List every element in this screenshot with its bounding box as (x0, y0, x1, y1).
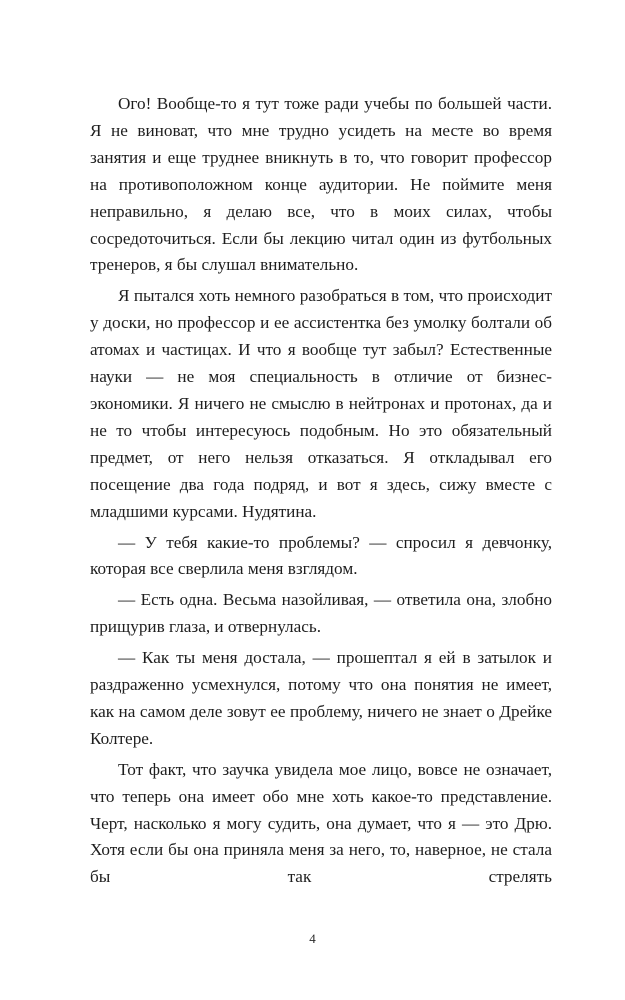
dialogue-line-3: — Как ты меня достала, — прошептал я ей в затылок и раздраженно усмехнулся, потому что она понятия не имеет, как на самом деле зовут ее проблему, ничего не знает о Дрейке Колтере. (90, 648, 552, 748)
page-number: 4 (309, 931, 316, 946)
paragraph-6: Тот факт, что заучка увидела мое лицо, вовсе не означает, что теперь она имеет обо мне хоть какое-то представление. Черт, насколько я могу судить, она думает, что я — это Дрю. Хотя если бы она приняла меня за него, то, наверное, не стала бы так стрелять (90, 759, 552, 887)
body-text (90, 91, 552, 895)
dialogue-line-2: — Есть одна. Весьма назойливая, — ответила она, злобно прищурив глаза, и отвернулась. (90, 590, 552, 637)
paragraph-2: Я пытался хоть немного разобраться в том, что происходит у доски, но профессор и ее ассистентка без умолку болтали об атомах и частицах. И что я вообще тут забыл? Естественные науки — не моя специальность в отличие от бизнес-экономики. Я ничего не смыслю в нейтронах и протонах, да и не то чтобы интересуюсь подобным. Но это обязательный предмет, от него нельзя отказаться. Я откладывал его посещение два года подряд, и вот я здесь, сижу вместе с младшими курсами. Нудятина. (90, 286, 552, 521)
dialogue-line-1: — У тебя какие-то проблемы? — спросил я девчонку, которая все сверлила меня взглядом. (90, 532, 552, 579)
paragraph-1: Ого! Вообще-то я тут тоже ради учебы по большей части. Я не виноват, что мне трудно усидеть на месте во время занятия и еще труднее вникнуть в то, что говорит профессор на противоположном конце аудитории. Не поймите меня неправильно, я делаю все, что в моих силах, чтобы сосредоточиться. Если бы лекцию читал один из футбольных тренеров, я бы слушал внимательно. (90, 94, 552, 275)
